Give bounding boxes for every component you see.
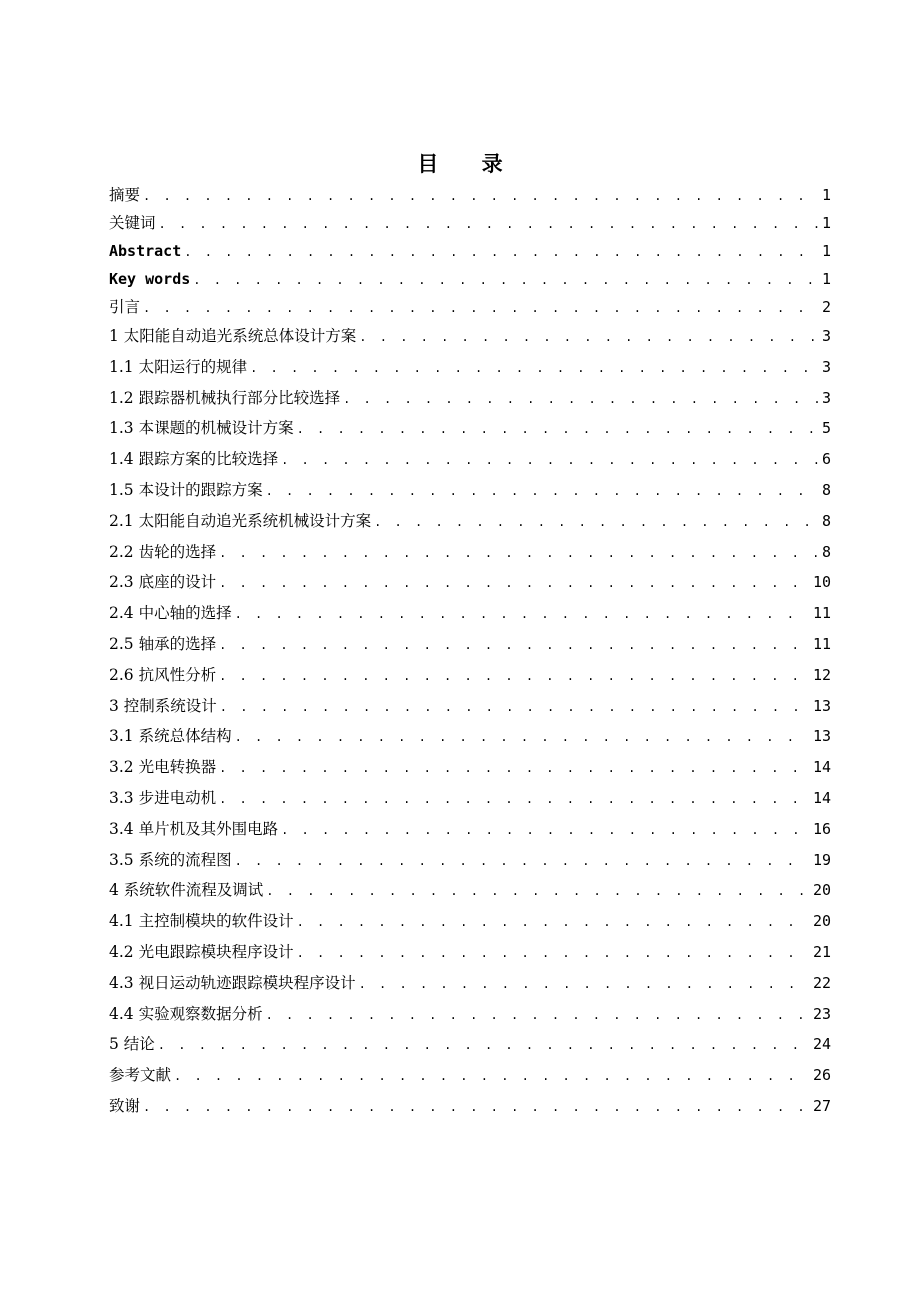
dot-leader <box>266 476 819 507</box>
toc-entry[interactable] <box>109 1029 831 1060</box>
toc-entry-title: 2.1 太阳能自动追光系统机械设计方案 <box>109 511 372 530</box>
toc-entry-title: 2.5 轴承的选择 <box>109 634 217 653</box>
dot-leader <box>343 384 819 415</box>
dot-leader <box>219 661 810 692</box>
toc-entry[interactable] <box>109 1060 831 1091</box>
dot-leader <box>219 538 819 569</box>
toc-entry-page-number: 12 <box>812 665 831 684</box>
toc-entry-title: 5 结论 <box>109 1035 155 1054</box>
toc-entry-page-number: 11 <box>812 604 831 623</box>
toc-entry[interactable] <box>109 475 831 506</box>
toc-entry[interactable] <box>109 237 831 265</box>
toc-entry-title: 摘要 <box>109 186 141 204</box>
toc-entry-page-number: 21 <box>812 942 831 961</box>
toc-entry[interactable] <box>109 814 831 845</box>
toc-entry[interactable] <box>109 383 831 414</box>
toc-entry-title: 引言 <box>109 298 141 316</box>
dot-leader <box>143 1092 810 1123</box>
toc-entry-title: 1.1 太阳运行的规律 <box>109 357 248 376</box>
toc-entry[interactable] <box>109 691 831 722</box>
dot-leader <box>297 907 810 938</box>
toc-entry-title: Abstract <box>109 242 182 260</box>
dot-leader <box>159 210 819 238</box>
toc-entry-title: 2.2 齿轮的选择 <box>109 542 217 561</box>
dot-leader <box>266 876 810 907</box>
toc-entry-page-number: 14 <box>812 758 831 777</box>
dot-leader <box>297 414 819 445</box>
dot-leader <box>266 1000 810 1031</box>
toc-entry[interactable] <box>109 721 831 752</box>
toc-entry-page-number: 22 <box>812 973 831 992</box>
toc-entry-page-number: 1 <box>821 270 831 288</box>
table-of-contents <box>109 181 831 1122</box>
toc-entry-title: 1.3 本课题的机械设计方案 <box>109 419 294 438</box>
dot-leader <box>143 294 819 322</box>
dot-leader <box>193 266 819 294</box>
dot-leader <box>174 1061 810 1092</box>
toc-entry-page-number: 8 <box>821 480 831 499</box>
dot-leader <box>235 846 810 877</box>
toc-entry-page-number: 19 <box>812 850 831 869</box>
toc-entry[interactable] <box>109 906 831 937</box>
dot-leader <box>281 815 810 846</box>
toc-entry-page-number: 8 <box>821 542 831 561</box>
toc-entry-title: 1.2 跟踪器机械执行部分比较选择 <box>109 388 341 407</box>
toc-entry-page-number: 27 <box>812 1096 831 1115</box>
toc-entry[interactable] <box>109 783 831 814</box>
toc-entry[interactable] <box>109 999 831 1030</box>
toc-entry-page-number: 13 <box>812 727 831 746</box>
toc-entry-title: 2.6 抗风性分析 <box>109 665 217 684</box>
dot-leader <box>235 599 810 630</box>
dot-leader <box>359 969 810 1000</box>
dot-leader <box>143 182 819 210</box>
toc-entry[interactable] <box>109 321 831 352</box>
toc-entry-page-number: 8 <box>821 511 831 530</box>
toc-entry-title: 3.1 系统总体结构 <box>109 727 232 746</box>
toc-entry-title: 3.4 单片机及其外围电路 <box>109 819 279 838</box>
toc-entry-title: 4.2 光电跟踪模块程序设计 <box>109 942 294 961</box>
toc-entry-title: 3.5 系统的流程图 <box>109 850 232 869</box>
dot-leader <box>235 722 810 753</box>
toc-entry-page-number: 1 <box>821 214 831 232</box>
toc-entry[interactable] <box>109 181 831 209</box>
toc-entry[interactable] <box>109 352 831 383</box>
toc-entry-title: 1.4 跟踪方案的比较选择 <box>109 450 279 469</box>
toc-entry-page-number: 3 <box>821 357 831 376</box>
toc-entry-title: 2.4 中心轴的选择 <box>109 604 232 623</box>
toc-entry-page-number: 3 <box>821 388 831 407</box>
toc-entry-page-number: 16 <box>812 819 831 838</box>
toc-entry[interactable] <box>109 444 831 475</box>
toc-entry[interactable] <box>109 1091 831 1122</box>
toc-entry[interactable] <box>109 752 831 783</box>
toc-entry-page-number: 20 <box>812 912 831 931</box>
toc-entry-page-number: 11 <box>812 634 831 653</box>
dot-leader <box>374 507 819 538</box>
toc-entry-page-number: 6 <box>821 450 831 469</box>
toc-entry-title: 3 控制系统设计 <box>109 696 217 715</box>
toc-entry[interactable] <box>109 537 831 568</box>
toc-entry-title: 2.3 底座的设计 <box>109 573 217 592</box>
toc-entry-page-number: 5 <box>821 419 831 438</box>
toc-entry-page-number: 13 <box>812 696 831 715</box>
toc-entry-page-number: 3 <box>821 327 831 345</box>
toc-entry-title: 4.1 主控制模块的软件设计 <box>109 912 294 931</box>
toc-entry[interactable] <box>109 968 831 999</box>
toc-entry[interactable] <box>109 413 831 444</box>
toc-entry-title: 1.5 本设计的跟踪方案 <box>109 480 263 499</box>
toc-entry[interactable] <box>109 629 831 660</box>
dot-leader <box>250 353 819 384</box>
toc-entry[interactable] <box>109 660 831 691</box>
toc-entry-title: 参考文献 <box>109 1066 172 1085</box>
toc-entry-page-number: 10 <box>812 573 831 592</box>
toc-entry-title: 关键词 <box>109 214 156 232</box>
dot-leader <box>297 938 810 969</box>
toc-entry-page-number: 1 <box>821 242 831 260</box>
toc-entry[interactable] <box>109 875 831 906</box>
toc-entry[interactable] <box>109 293 831 321</box>
toc-entry-page-number: 14 <box>812 788 831 807</box>
toc-entry-title: 3.2 光电转换器 <box>109 758 217 777</box>
toc-entry-title: Key words <box>109 270 191 288</box>
dot-leader <box>359 322 819 353</box>
dot-leader <box>219 630 810 661</box>
toc-entry-title: 4.3 视日运动轨迹跟踪模块程序设计 <box>109 973 356 992</box>
toc-entry-title: 4.4 实验观察数据分析 <box>109 1004 263 1023</box>
page-title: 目 录 <box>417 152 521 176</box>
toc-entry-page-number: 2 <box>821 298 831 316</box>
toc-entry[interactable] <box>109 567 831 598</box>
toc-entry[interactable] <box>109 845 831 876</box>
toc-entry[interactable] <box>109 506 831 537</box>
toc-entry-page-number: 20 <box>812 881 831 900</box>
dot-leader <box>219 784 810 815</box>
toc-entry-title: 3.3 步进电动机 <box>109 788 217 807</box>
dot-leader <box>219 753 810 784</box>
toc-entry-page-number: 23 <box>812 1004 831 1023</box>
dot-leader <box>220 692 810 723</box>
toc-entry-page-number: 1 <box>821 186 831 204</box>
toc-entry[interactable] <box>109 937 831 968</box>
toc-entry-title: 1 太阳能自动追光系统总体设计方案 <box>109 327 357 345</box>
dot-leader <box>158 1030 810 1061</box>
toc-entry-page-number: 24 <box>812 1035 831 1054</box>
toc-entry-title: 致谢 <box>109 1096 141 1115</box>
dot-leader <box>219 568 810 599</box>
toc-entry[interactable] <box>109 209 831 237</box>
toc-entry[interactable] <box>109 265 831 293</box>
toc-entry[interactable] <box>109 598 831 629</box>
toc-entry-page-number: 26 <box>812 1066 831 1085</box>
dot-leader <box>281 445 819 476</box>
toc-entry-title: 4 系统软件流程及调试 <box>109 881 264 900</box>
dot-leader <box>184 238 819 266</box>
